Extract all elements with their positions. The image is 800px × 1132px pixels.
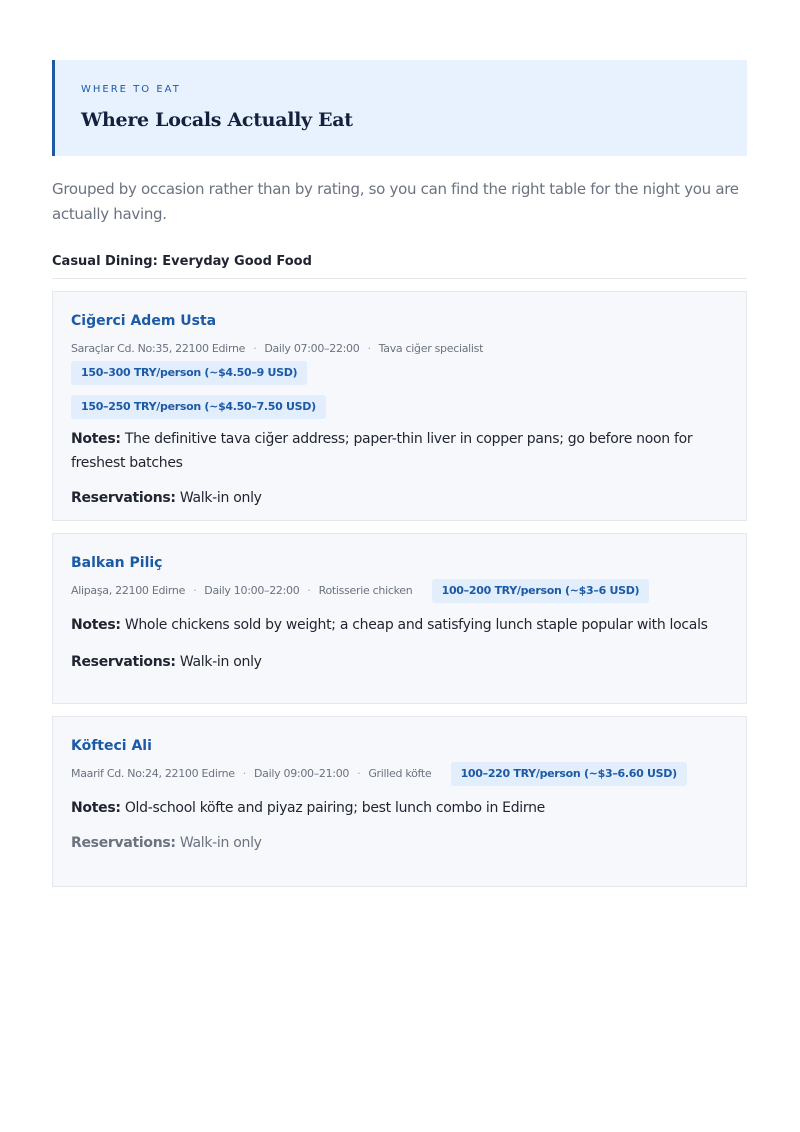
restaurant-notes xyxy=(71,796,728,820)
price-badge: 100–200 TRY/person (~$3–6 USD) xyxy=(432,579,650,603)
subsection-title: Casual Dining: Everyday Good Food xyxy=(52,254,747,279)
restaurant-notes xyxy=(71,613,728,637)
meta-separator: · xyxy=(367,342,371,355)
notes-text: The definitive tava ciğer address; paper-thin liver in copper pans; go before noon for freshest batches xyxy=(71,431,693,471)
meta-separator: · xyxy=(253,342,257,355)
restaurant-hours: Daily 10:00–22:00 xyxy=(204,584,300,597)
restaurant-reservations xyxy=(71,650,728,674)
reservations-text: Walk-in only xyxy=(179,654,262,670)
restaurant-hours: Daily 09:00–21:00 xyxy=(253,767,350,780)
meta-separator: · xyxy=(307,584,311,597)
restaurant-card xyxy=(52,716,747,887)
restaurant-specialty: Tava ciğer specialist xyxy=(378,342,484,355)
page-title: Where Locals Actually Eat xyxy=(81,109,353,131)
restaurant-address: Saraçlar Cd. No:35, 22100 Edirne xyxy=(71,342,246,355)
notes-label: Notes: xyxy=(71,431,121,447)
restaurant-specialty: Rotisserie chicken xyxy=(318,584,413,597)
meta-separator: · xyxy=(357,767,361,780)
reservations-text: Walk-in only xyxy=(179,835,262,851)
restaurant-specialty: Grilled köfte xyxy=(368,767,432,780)
restaurant-meta xyxy=(71,762,728,786)
meta-separator: · xyxy=(193,584,197,597)
restaurant-address: Alipaşa, 22100 Edirne xyxy=(71,584,186,597)
notes-label: Notes: xyxy=(71,800,121,816)
reservations-label: Reservations: xyxy=(71,490,176,506)
price-badge: 100–220 TRY/person (~$3–6.60 USD) xyxy=(451,762,687,786)
reservations-text: Walk-in only xyxy=(179,490,262,506)
restaurant-reservations xyxy=(71,831,728,855)
eyebrow-label: WHERE TO EAT xyxy=(81,84,181,95)
reservations-label: Reservations: xyxy=(71,654,176,670)
restaurant-address: Maarif Cd. No:24, 22100 Edirne xyxy=(71,767,235,780)
restaurant-meta xyxy=(71,579,728,603)
price-row xyxy=(71,395,728,427)
restaurant-notes xyxy=(71,427,728,475)
notes-text: Whole chickens sold by weight; a cheap and satisfying lunch staple popular with locals xyxy=(124,617,708,633)
restaurant-meta xyxy=(71,337,728,385)
restaurant-reservations xyxy=(71,486,728,510)
restaurant-name: Ciğerci Adem Usta xyxy=(71,313,217,329)
notes-label: Notes: xyxy=(71,617,121,633)
restaurant-card xyxy=(52,291,747,521)
notes-text: Old-school köfte and piyaz pairing; best lunch combo in Edirne xyxy=(124,800,545,816)
price-badge: 150–300 TRY/person (~$4.50–9 USD) xyxy=(71,361,307,385)
restaurant-card xyxy=(52,533,747,704)
meta-separator: · xyxy=(242,767,246,780)
page xyxy=(52,60,747,887)
restaurant-name: Köfteci Ali xyxy=(71,738,152,754)
restaurant-name: Balkan Piliç xyxy=(71,555,163,571)
section-header xyxy=(52,60,747,156)
intro-paragraph: Grouped by occasion rather than by rating, so you can find the right table for the night you are actually having. xyxy=(52,180,739,223)
reservations-label: Reservations: xyxy=(71,835,176,851)
price-badge-alt: 150–250 TRY/person (~$4.50–7.50 USD) xyxy=(71,395,326,419)
restaurant-hours: Daily 07:00–22:00 xyxy=(264,342,360,355)
